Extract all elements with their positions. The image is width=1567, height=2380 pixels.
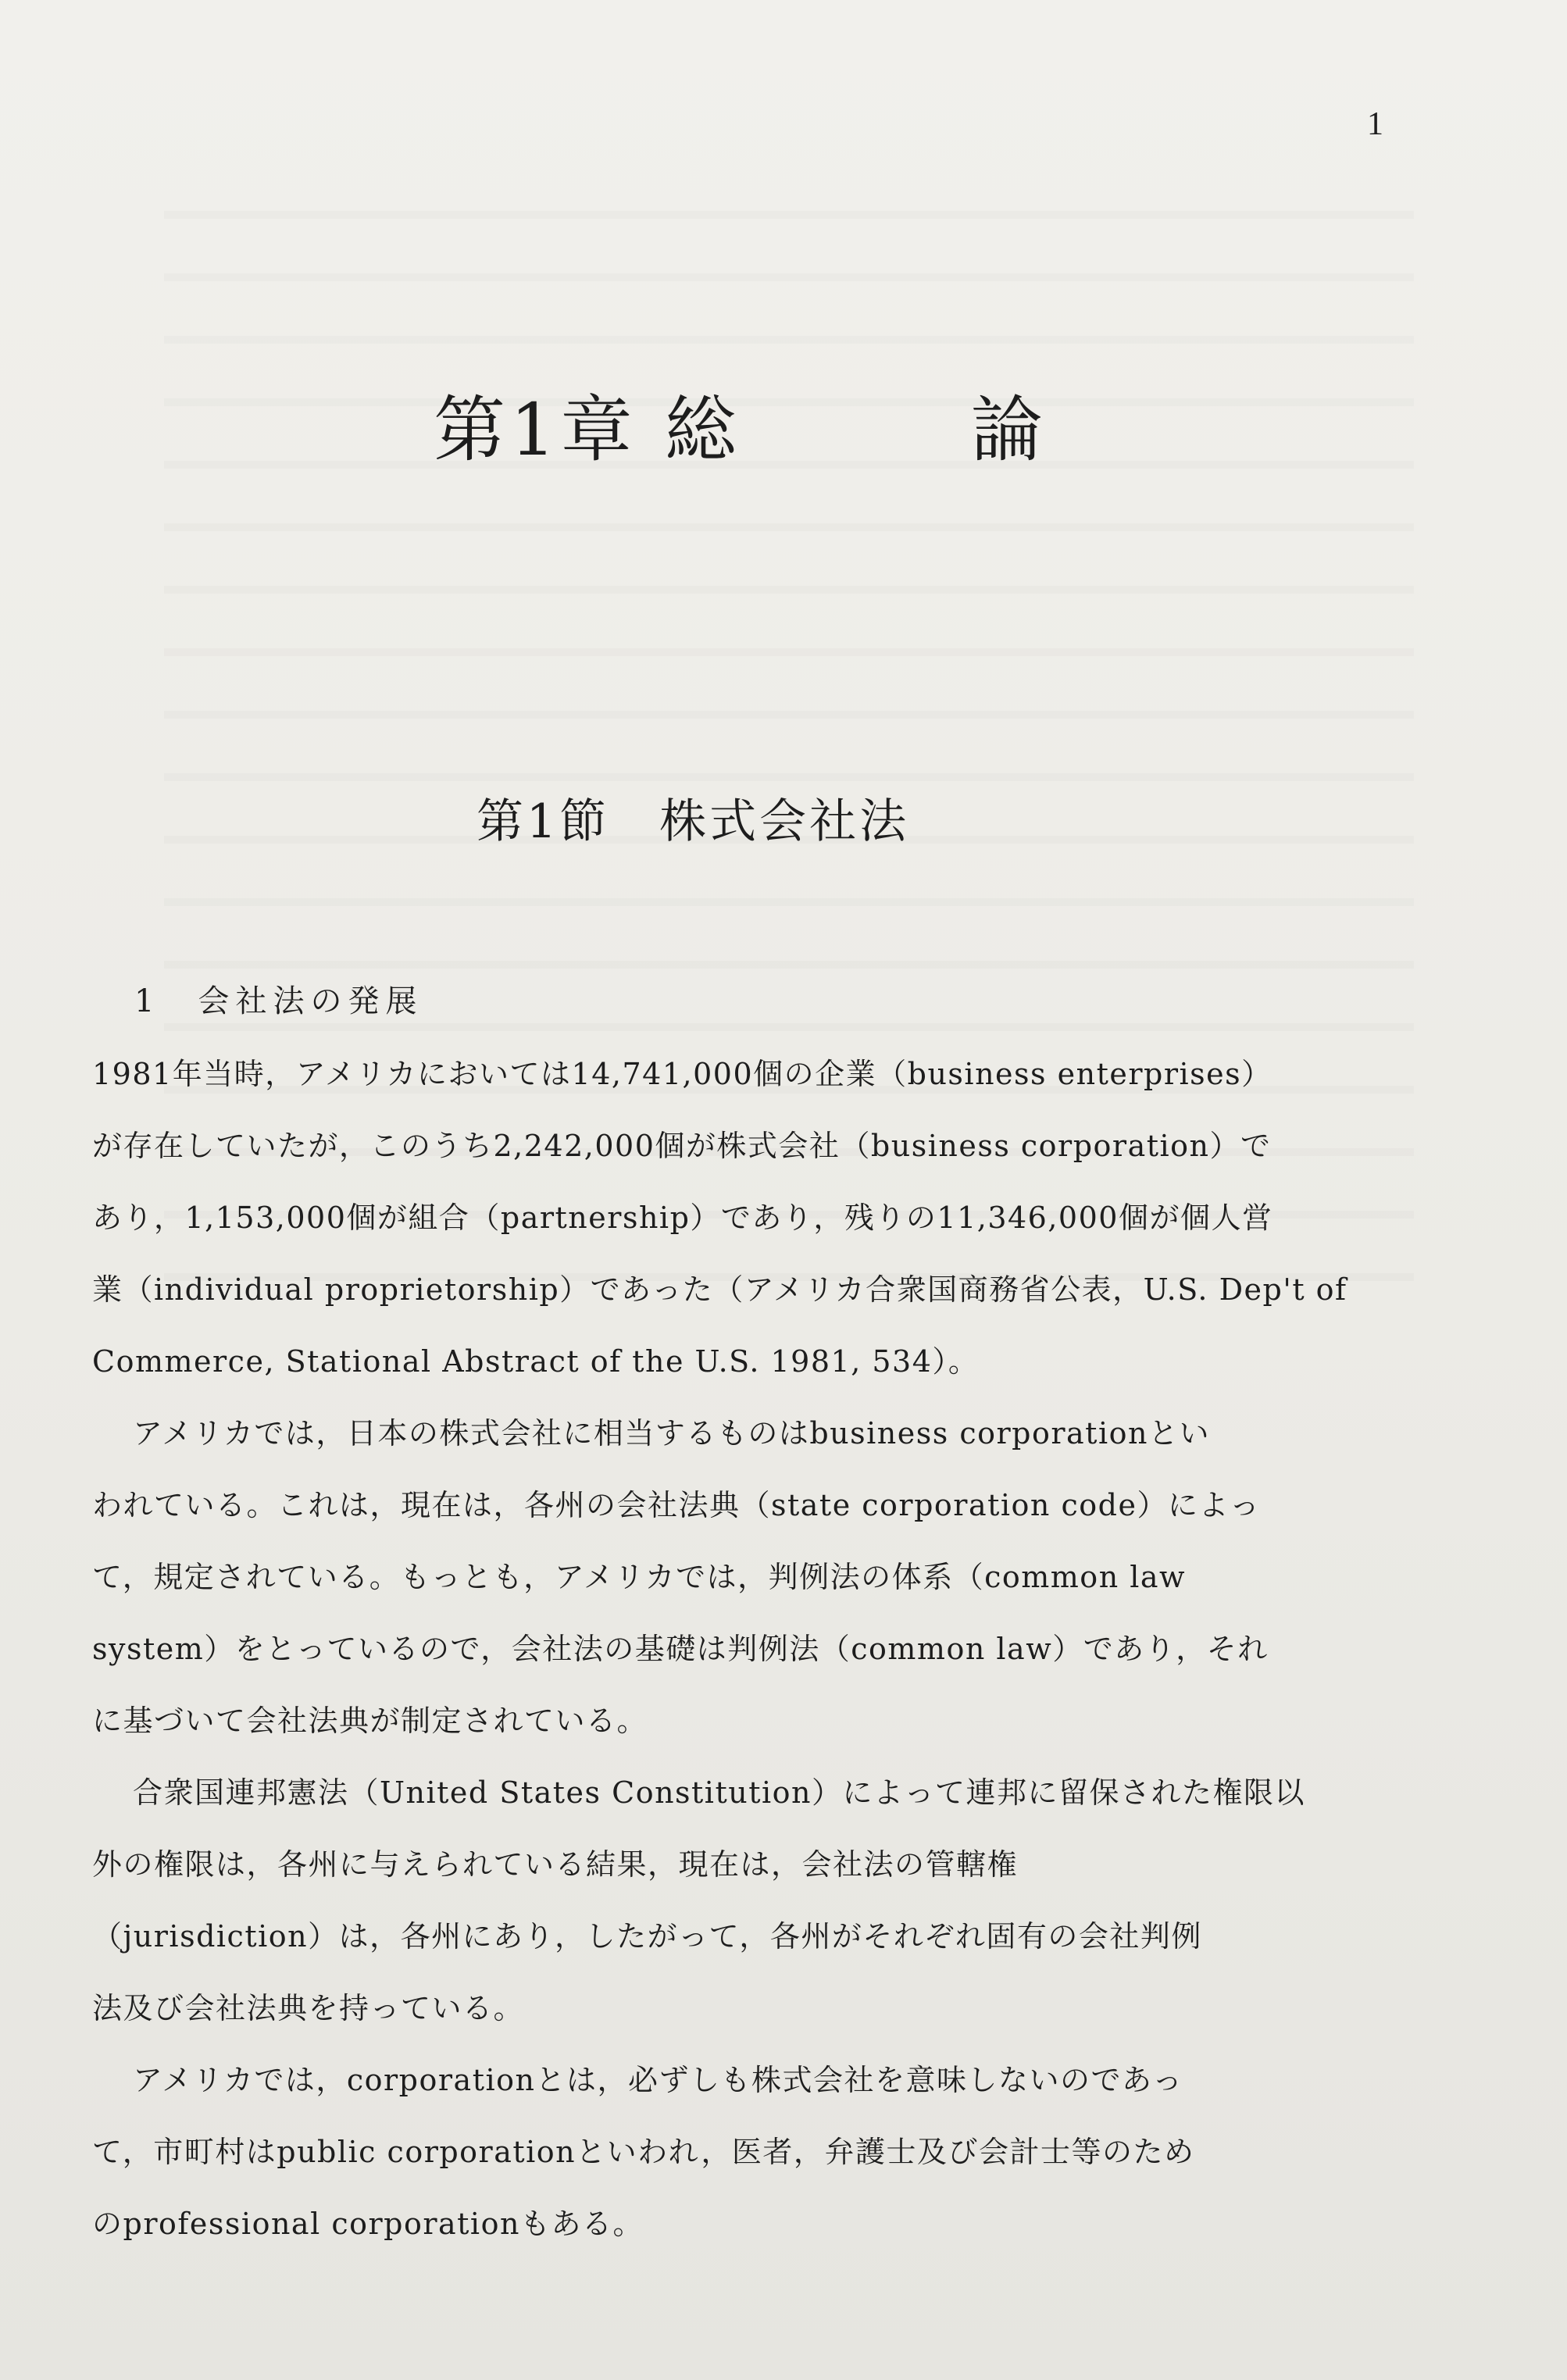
body-line: て，市町村はpublic corporationといわれ，医者，弁護士及び会計士等のため xyxy=(92,2135,1195,2169)
body-line: system）をとっているので，会社法の基礎は判例法（common law）であり，それ xyxy=(92,1632,1269,1666)
body-line: アメリカでは，日本の株式会社に相当するものはbusiness corporationとい xyxy=(133,1416,1210,1450)
subsection-title-text: 会社法の発展 xyxy=(198,983,423,1019)
subsection-number: 1 xyxy=(134,983,161,1019)
body-line: て，規定されている。もっとも，アメリカでは，判例法の体系（common law xyxy=(92,1560,1187,1594)
page-number: 1 xyxy=(1367,106,1383,142)
subsection-heading xyxy=(134,983,423,1019)
body-line: のprofessional corporationもある。 xyxy=(92,2207,644,2241)
body-line: アメリカでは，corporationとは，必ずしも株式会社を意味しないのであっ xyxy=(133,2063,1183,2097)
body-line: 外の権限は，各州に与えられている結果，現在は，会社法の管轄権 xyxy=(92,1847,1019,1882)
body-line: あり，1,153,000個が組合（partnership）であり，残りの11,346,000個が個人営 xyxy=(92,1201,1273,1235)
body-line: （jurisdiction）は，各州にあり，したがって，各州がそれぞれ固有の会社判例 xyxy=(92,1919,1202,1954)
chapter-title: 第1章 総 論 xyxy=(434,388,1048,472)
body-line: 1981年当時，アメリカにおいては14,741,000個の企業（business enterprises） xyxy=(92,1057,1273,1091)
body-line: が存在していたが，このうち2,242,000個が株式会社（business corporation）で xyxy=(92,1129,1272,1163)
body-line: Commerce, Stational Abstract of the U.S. 1981, 534）。 xyxy=(92,1344,980,1379)
body-line: 業（individual proprietorship）であった（アメリカ合衆国商務省公表，U.S. Dep't of xyxy=(92,1272,1347,1307)
body-line: 法及び会社法典を持っている。 xyxy=(92,1991,525,2025)
body-line: われている。これは，現在は，各州の会社法典（state corporation code）によっ xyxy=(92,1488,1261,1522)
body-line: に基づいて会社法典が制定されている。 xyxy=(92,1704,648,1738)
section-title: 第1節 株式会社法 xyxy=(477,794,910,849)
body-line: 合衆国連邦憲法（United States Constitution）によって連邦に留保された権限以 xyxy=(133,1775,1305,1810)
